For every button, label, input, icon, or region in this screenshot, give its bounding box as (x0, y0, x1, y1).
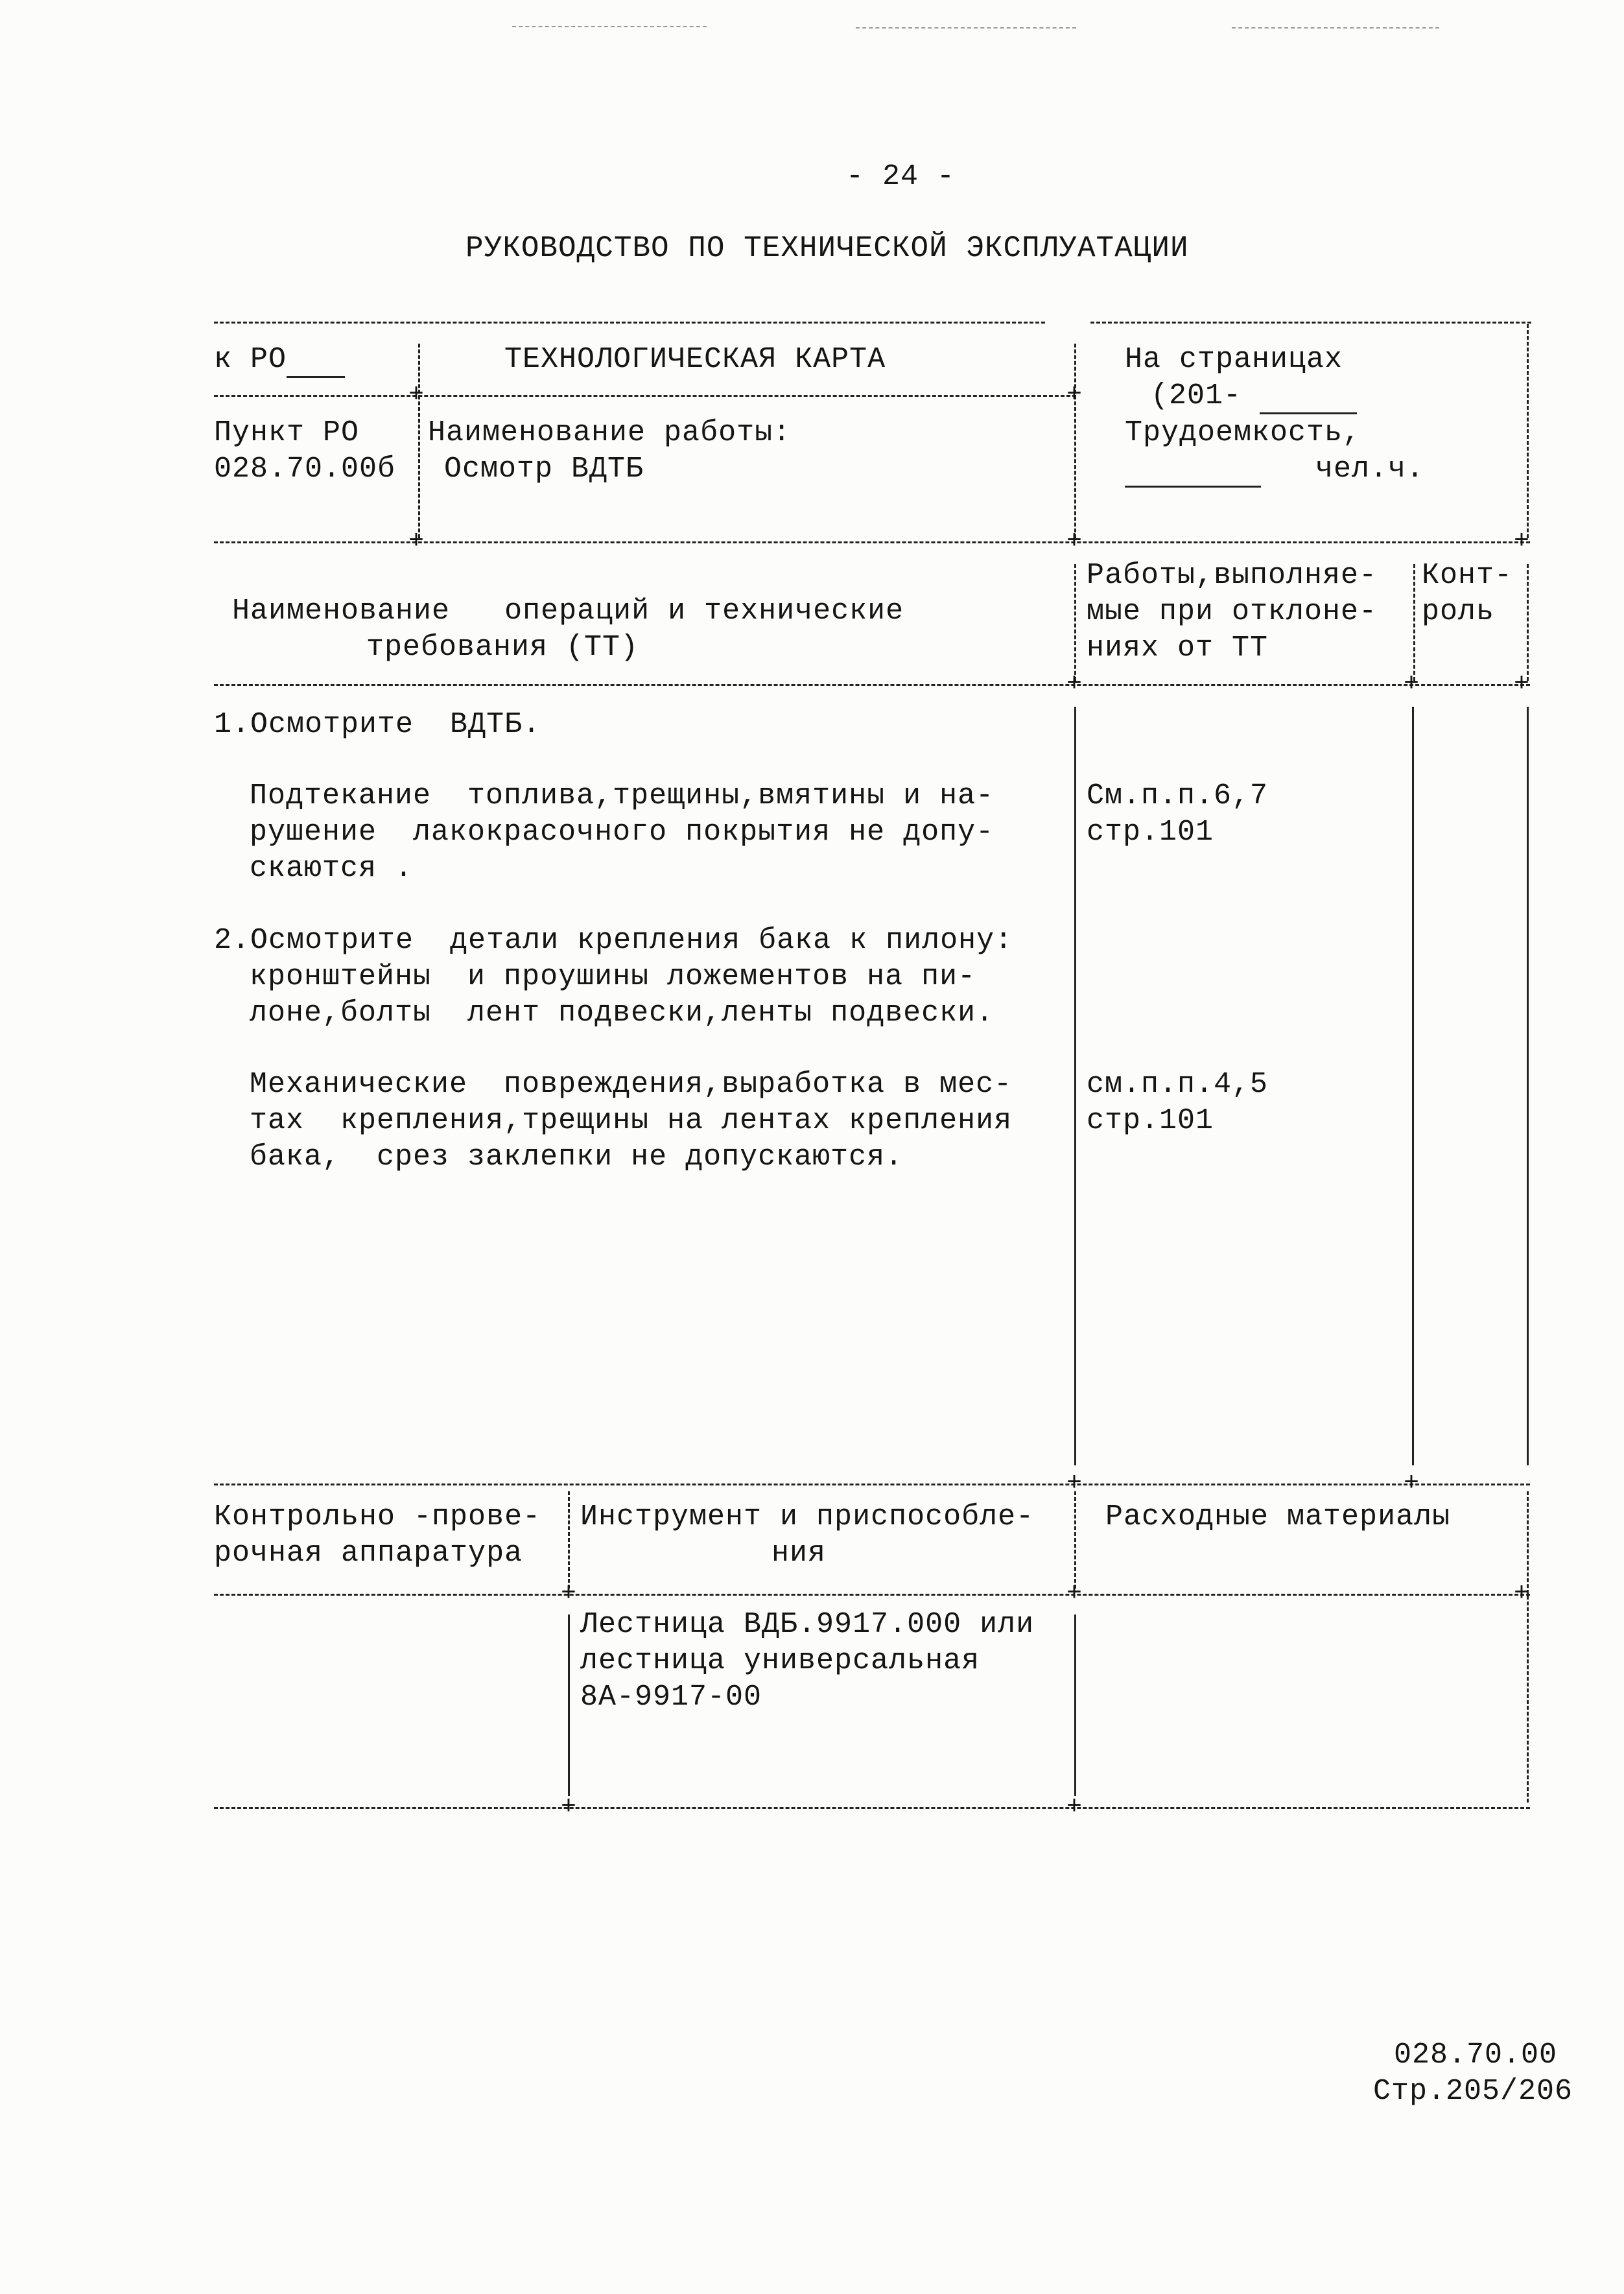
control-col-divider (1413, 564, 1415, 681)
pages-label: На страницах (1125, 343, 1343, 376)
footer-col-divider (568, 1614, 570, 1796)
labor-label: Трудоемкость, (1125, 416, 1361, 449)
step-1-line-1: 1.Осмотрите ВДТБ. (214, 708, 541, 741)
page-number: - 24 - (846, 160, 956, 193)
step-2-line-3: лоне,болты лент подвески,ленты подвески. (250, 997, 994, 1030)
line-junction: + (1066, 381, 1083, 410)
step-1-tt-line-1: Подтекание топлива,трещины,вмятины и на- (250, 779, 994, 812)
tool-line-3: 8А-9917-00 (580, 1681, 762, 1714)
punkt-label: Пункт РО (214, 416, 360, 449)
step-2-tt-line-1: Механические повреждения,выработка в мес- (250, 1068, 1013, 1101)
footer-col-divider (1074, 1614, 1076, 1796)
deviations-header-line-1: Работы,выполняе- (1087, 559, 1378, 592)
instruments-label-line-2: рочная аппаратура (214, 1537, 523, 1570)
scan-artifact-line (512, 26, 707, 27)
tool-line-1: Лестница ВДБ.9917.000 или (580, 1608, 1035, 1641)
card-title: ТЕХНОЛОГИЧЕСКАЯ КАРТА (504, 343, 886, 376)
line-junction: + (1066, 1579, 1083, 1609)
control-col-divider (1412, 707, 1414, 1465)
step-2-tt-line-3: бака, срез заклепки не допускаются. (250, 1141, 904, 1174)
right-border (1527, 1491, 1529, 1803)
table-top-border (214, 322, 1045, 324)
right-border (1527, 707, 1529, 1465)
step-2-line-1: 2.Осмотрите детали крепления бака к пилону: (214, 924, 1013, 957)
columns-header-bottom (214, 684, 1530, 686)
operations-header-line-1: Наименование операций и технические (232, 595, 904, 628)
footer-col-divider (1074, 1491, 1076, 1589)
deviations-header-line-3: ниях от ТТ (1087, 632, 1269, 665)
tool-line-2: лестница универсальная (580, 1644, 980, 1677)
step-2-tt-line-2: тах крепления,трещины на лентах крепления (250, 1104, 1013, 1137)
line-junction: + (1404, 670, 1420, 699)
scan-artifact-line (856, 27, 1076, 29)
line-junction: + (561, 1579, 577, 1609)
header-divider (214, 395, 1076, 397)
step-2-ref-line-2: стр.101 (1087, 1104, 1214, 1137)
instruments-label-line-1: Контрольно -прове- (214, 1500, 541, 1533)
tools-label-line-2: ния (771, 1537, 827, 1570)
tools-label-line-1: Инструмент и приспособле- (580, 1500, 1035, 1533)
doc-code: 028.70.00 (1394, 2039, 1558, 2072)
main-col-divider (1074, 564, 1076, 681)
step-2-line-2: кронштейны и проушины ложементов на пи- (250, 960, 976, 993)
line-junction: + (1514, 527, 1530, 556)
right-border (1527, 324, 1529, 538)
operations-header-line-2: требования (ТТ) (366, 631, 639, 664)
step-1-tt-line-2: рушение лакокрасочного покрытия не допу- (250, 816, 994, 849)
line-junction: + (408, 381, 425, 410)
table-bottom-border (214, 1807, 1530, 1809)
deviations-header-line-2: мые при отклоне- (1087, 595, 1378, 628)
main-col-divider (1074, 344, 1076, 538)
punkt-value: 028.70.00б (214, 453, 396, 486)
body-bottom-border (214, 1484, 1530, 1485)
materials-label: Расходные материалы (1105, 1500, 1451, 1533)
main-col-divider (1074, 707, 1076, 1465)
line-junction: + (1514, 670, 1530, 699)
line-junction: + (408, 527, 425, 556)
step-2-ref-line-1: см.п.п.4,5 (1087, 1068, 1269, 1101)
line-junction: + (1066, 527, 1083, 556)
line-junction: + (1066, 670, 1083, 699)
footer-col-divider (568, 1491, 570, 1589)
step-1-ref-line-1: См.п.п.6,7 (1087, 779, 1269, 812)
footer-header-bottom (214, 1594, 1530, 1596)
line-junction: + (1066, 1793, 1083, 1822)
page-reference: Стр.205/206 (1373, 2075, 1573, 2108)
scan-artifact-line (1232, 27, 1439, 29)
work-label: Наименование работы: (428, 416, 792, 449)
ref-label: к РО (214, 342, 345, 378)
work-value: Осмотр ВДТБ (444, 453, 644, 486)
labor-value: чел.ч. (1125, 451, 1424, 488)
right-border (1527, 564, 1529, 681)
line-junction: + (1066, 1469, 1083, 1498)
line-junction: + (1514, 1579, 1530, 1609)
document-title: РУКОВОДСТВО ПО ТЕХНИЧЕСКОЙ ЭКСПЛУАТАЦИИ (465, 231, 1189, 265)
line-junction: + (561, 1793, 577, 1822)
control-header-line-2: роль (1422, 595, 1495, 628)
table-top-border-right (1090, 322, 1531, 324)
control-header-line-1: Конт- (1422, 559, 1513, 592)
line-junction: + (1404, 1469, 1420, 1498)
pages-value: (201- (1151, 378, 1357, 414)
step-1-ref-line-2: стр.101 (1087, 816, 1214, 849)
step-1-tt-line-3: скаются . (250, 852, 414, 885)
header-col-divider (418, 344, 420, 538)
